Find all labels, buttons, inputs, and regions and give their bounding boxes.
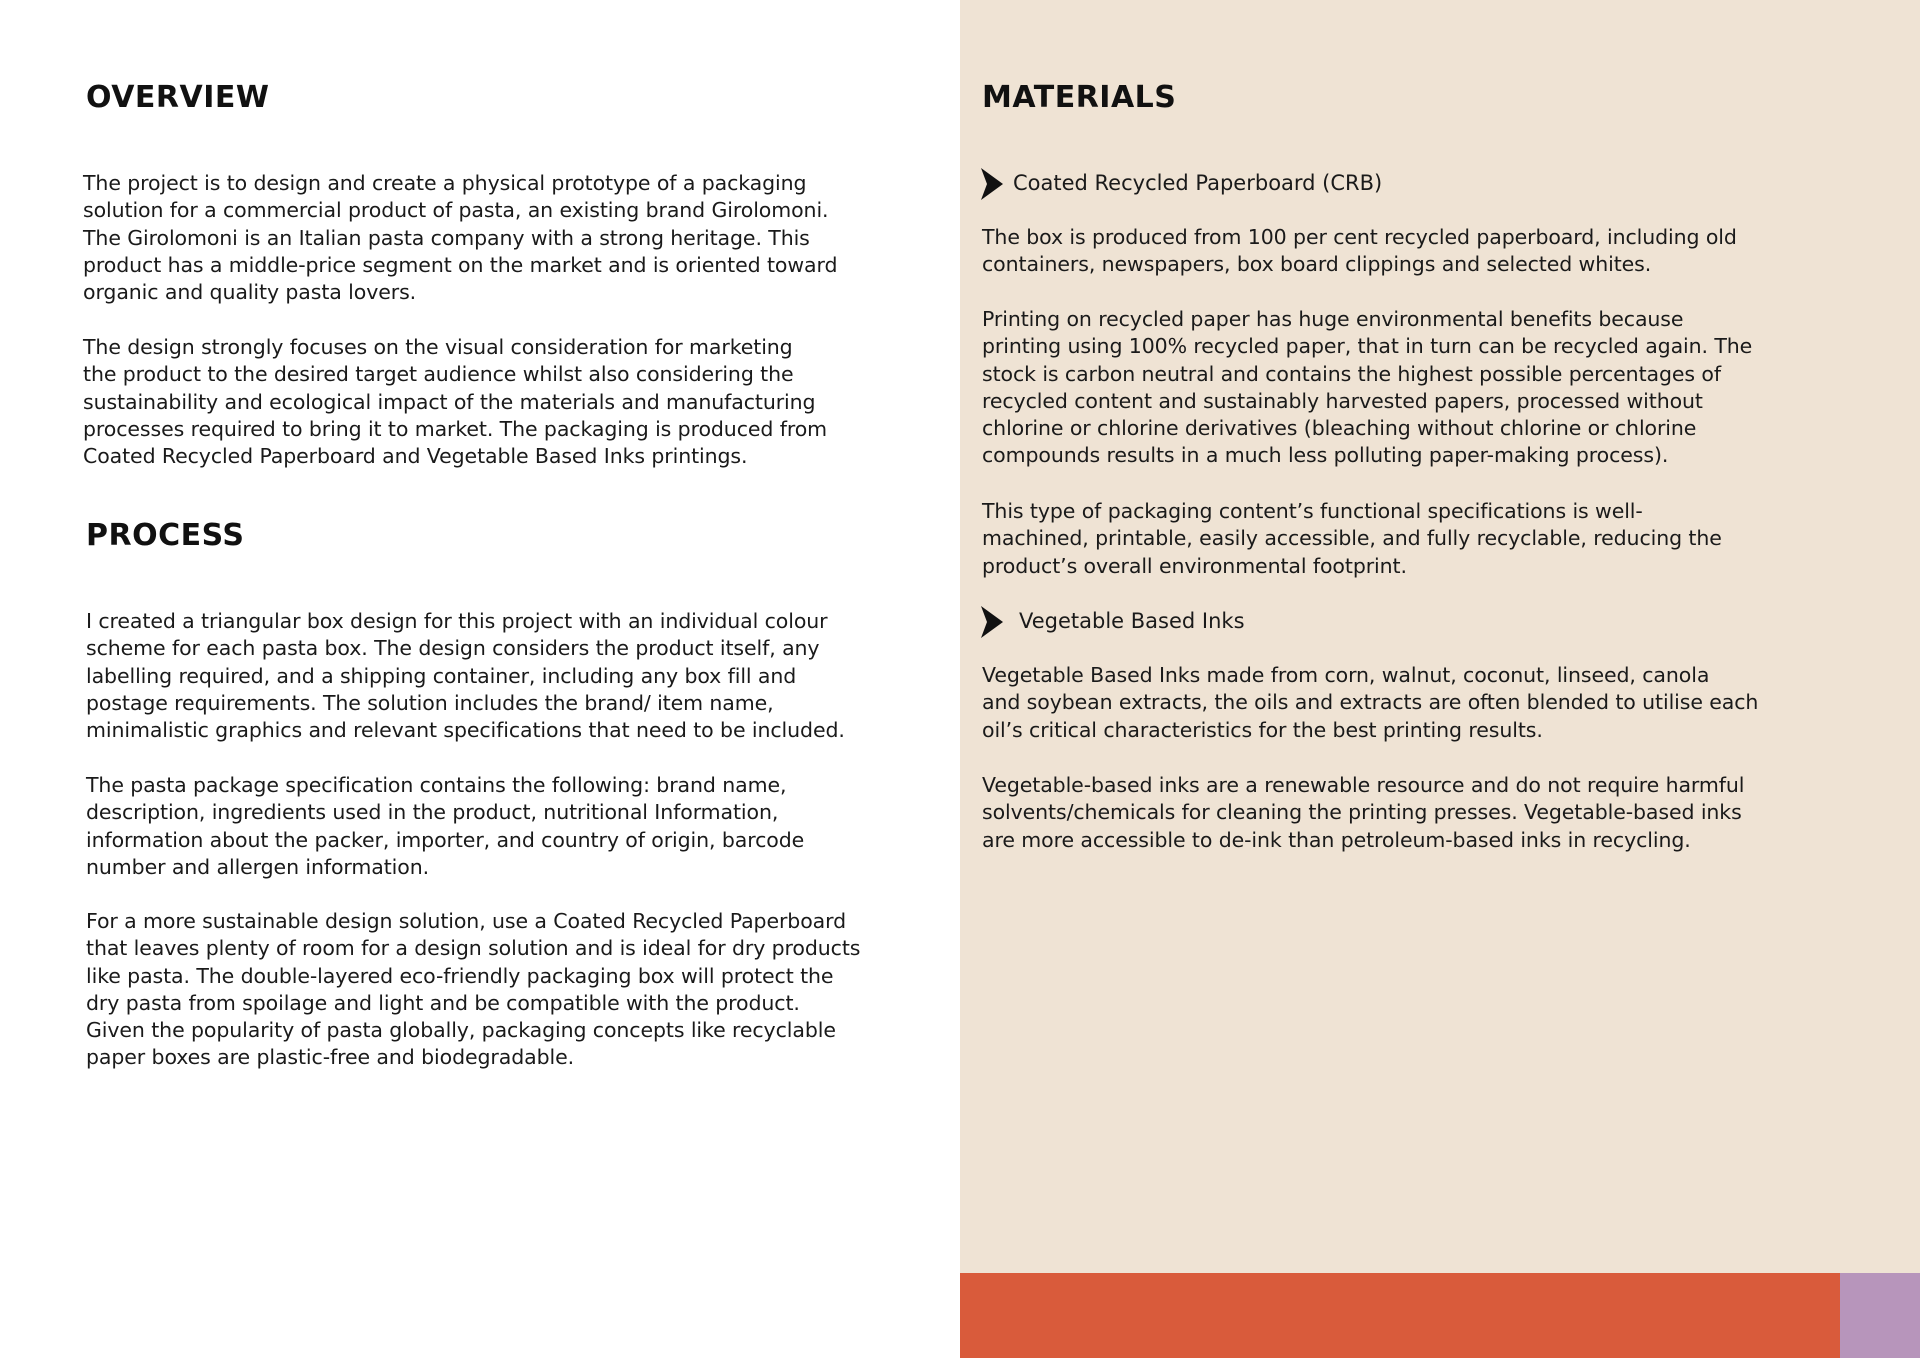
orange-accent-bar [960,1273,1840,1358]
text-line: description, ingredients used in the product, nutritional Information, [86,800,779,825]
text-line: labelling required, and a shipping container, including any box fill and [86,663,797,688]
inks-paragraph-2 [982,772,1744,854]
text-line: that leaves plenty of room for a design solution and is ideal for dry products [86,936,861,961]
text-line: are more accessible to de-ink than petroleum-based inks in recycling. [982,827,1691,852]
crb-paragraph-1 [982,224,1737,279]
materials-heading: MATERIALS [982,80,1177,115]
text-line: dry pasta from spoilage and light and be compatible with the product. [86,990,800,1015]
text-line: solvents/chemicals for cleaning the printing presses. Vegetable-based inks [982,800,1742,825]
text-line: product has a middle-price segment on the market and is oriented toward [83,252,838,277]
text-line: like pasta. The double-layered eco-friendly packaging box will protect the [86,963,834,988]
text-line: machined, printable, easily accessible, and fully recyclable, reducing the [982,526,1722,551]
text-line: number and allergen information. [86,854,430,879]
inks-paragraph-1 [982,662,1758,744]
text-line: the product to the desired target audience whilst also considering the [83,362,794,387]
purple-accent-bar [1840,1273,1920,1358]
crb-paragraph-2 [982,306,1752,470]
text-line: solution for a commercial product of pasta, an existing brand Girolomoni. [83,198,829,223]
text-line: Printing on recycled paper has huge environmental benefits because [982,307,1684,331]
text-line: Coated Recycled Paperboard and Vegetable Based Inks printings. [83,444,748,469]
text-line: organic and quality pasta lovers. [83,280,417,305]
text-line: paper boxes are plastic-free and biodegradable. [86,1045,575,1070]
text-line: chlorine or chlorine derivatives (bleaching without chlorine or chlorine [982,416,1697,441]
text-line: The pasta package specification contains the following: brand name, [86,773,787,797]
text-line: minimalistic graphics and relevant specifications that need to be included. [86,718,845,743]
text-line: product’s overall environmental footprint. [982,553,1407,578]
text-line: compounds results in a much less polluting paper-making process). [982,443,1669,468]
process-paragraph-2 [86,772,804,881]
inks-subheading: Vegetable Based Inks [1019,609,1245,633]
text-line: oil’s critical characteristics for the best printing results. [982,717,1543,742]
text-line: The Girolomoni is an Italian pasta company with a strong heritage. This [83,225,810,250]
text-line: and soybean extracts, the oils and extracts are often blended to utilise each [982,690,1759,715]
text-line: scheme for each pasta box. The design considers the product itself, any [86,636,820,661]
text-line: The project is to design and create a physical prototype of a packaging [83,171,807,195]
text-line: Vegetable Based Inks made from corn, walnut, coconut, linseed, canola [982,663,1710,687]
text-line: postage requirements. The solution includes the brand/ item name, [86,690,774,715]
text-line: I created a triangular box design for this project with an individual colour [86,609,828,633]
arrow-bullet-icon [981,168,1003,200]
process-paragraph-1 [86,608,845,744]
process-paragraph-3 [86,908,860,1072]
text-line: Vegetable-based inks are a renewable resource and do not require harmful [982,773,1745,797]
arrow-bullet-icon [981,606,1003,638]
overview-paragraph-2 [83,334,827,470]
crb-subheading: Coated Recycled Paperboard (CRB) [1013,171,1383,195]
text-line: For a more sustainable design solution, use a Coated Recycled Paperboard [86,909,846,933]
text-line: printing using 100% recycled paper, that in turn can be recycled again. The [982,334,1753,359]
text-line: Given the popularity of pasta globally, packaging concepts like recyclable [86,1018,836,1043]
text-line: containers, newspapers, box board clippings and selected whites. [982,252,1652,277]
overview-heading: OVERVIEW [86,80,270,115]
text-line: This type of packaging content’s functional specifications is well- [982,499,1643,523]
overview-paragraph-1 [83,170,837,306]
text-line: stock is carbon neutral and contains the highest possible percentages of [982,361,1721,386]
crb-paragraph-3 [982,498,1722,580]
text-line: The design strongly focuses on the visual consideration for marketing [83,335,793,359]
text-line: The box is produced from 100 per cent recycled paperboard, including old [982,225,1737,249]
text-line: processes required to bring it to market. The packaging is produced from [83,416,828,441]
process-heading: PROCESS [86,518,245,553]
text-line: information about the packer, importer, and country of origin, barcode [86,827,805,852]
text-line: recycled content and sustainably harvested papers, processed without [982,388,1703,413]
text-line: sustainability and ecological impact of the materials and manufacturing [83,389,816,414]
